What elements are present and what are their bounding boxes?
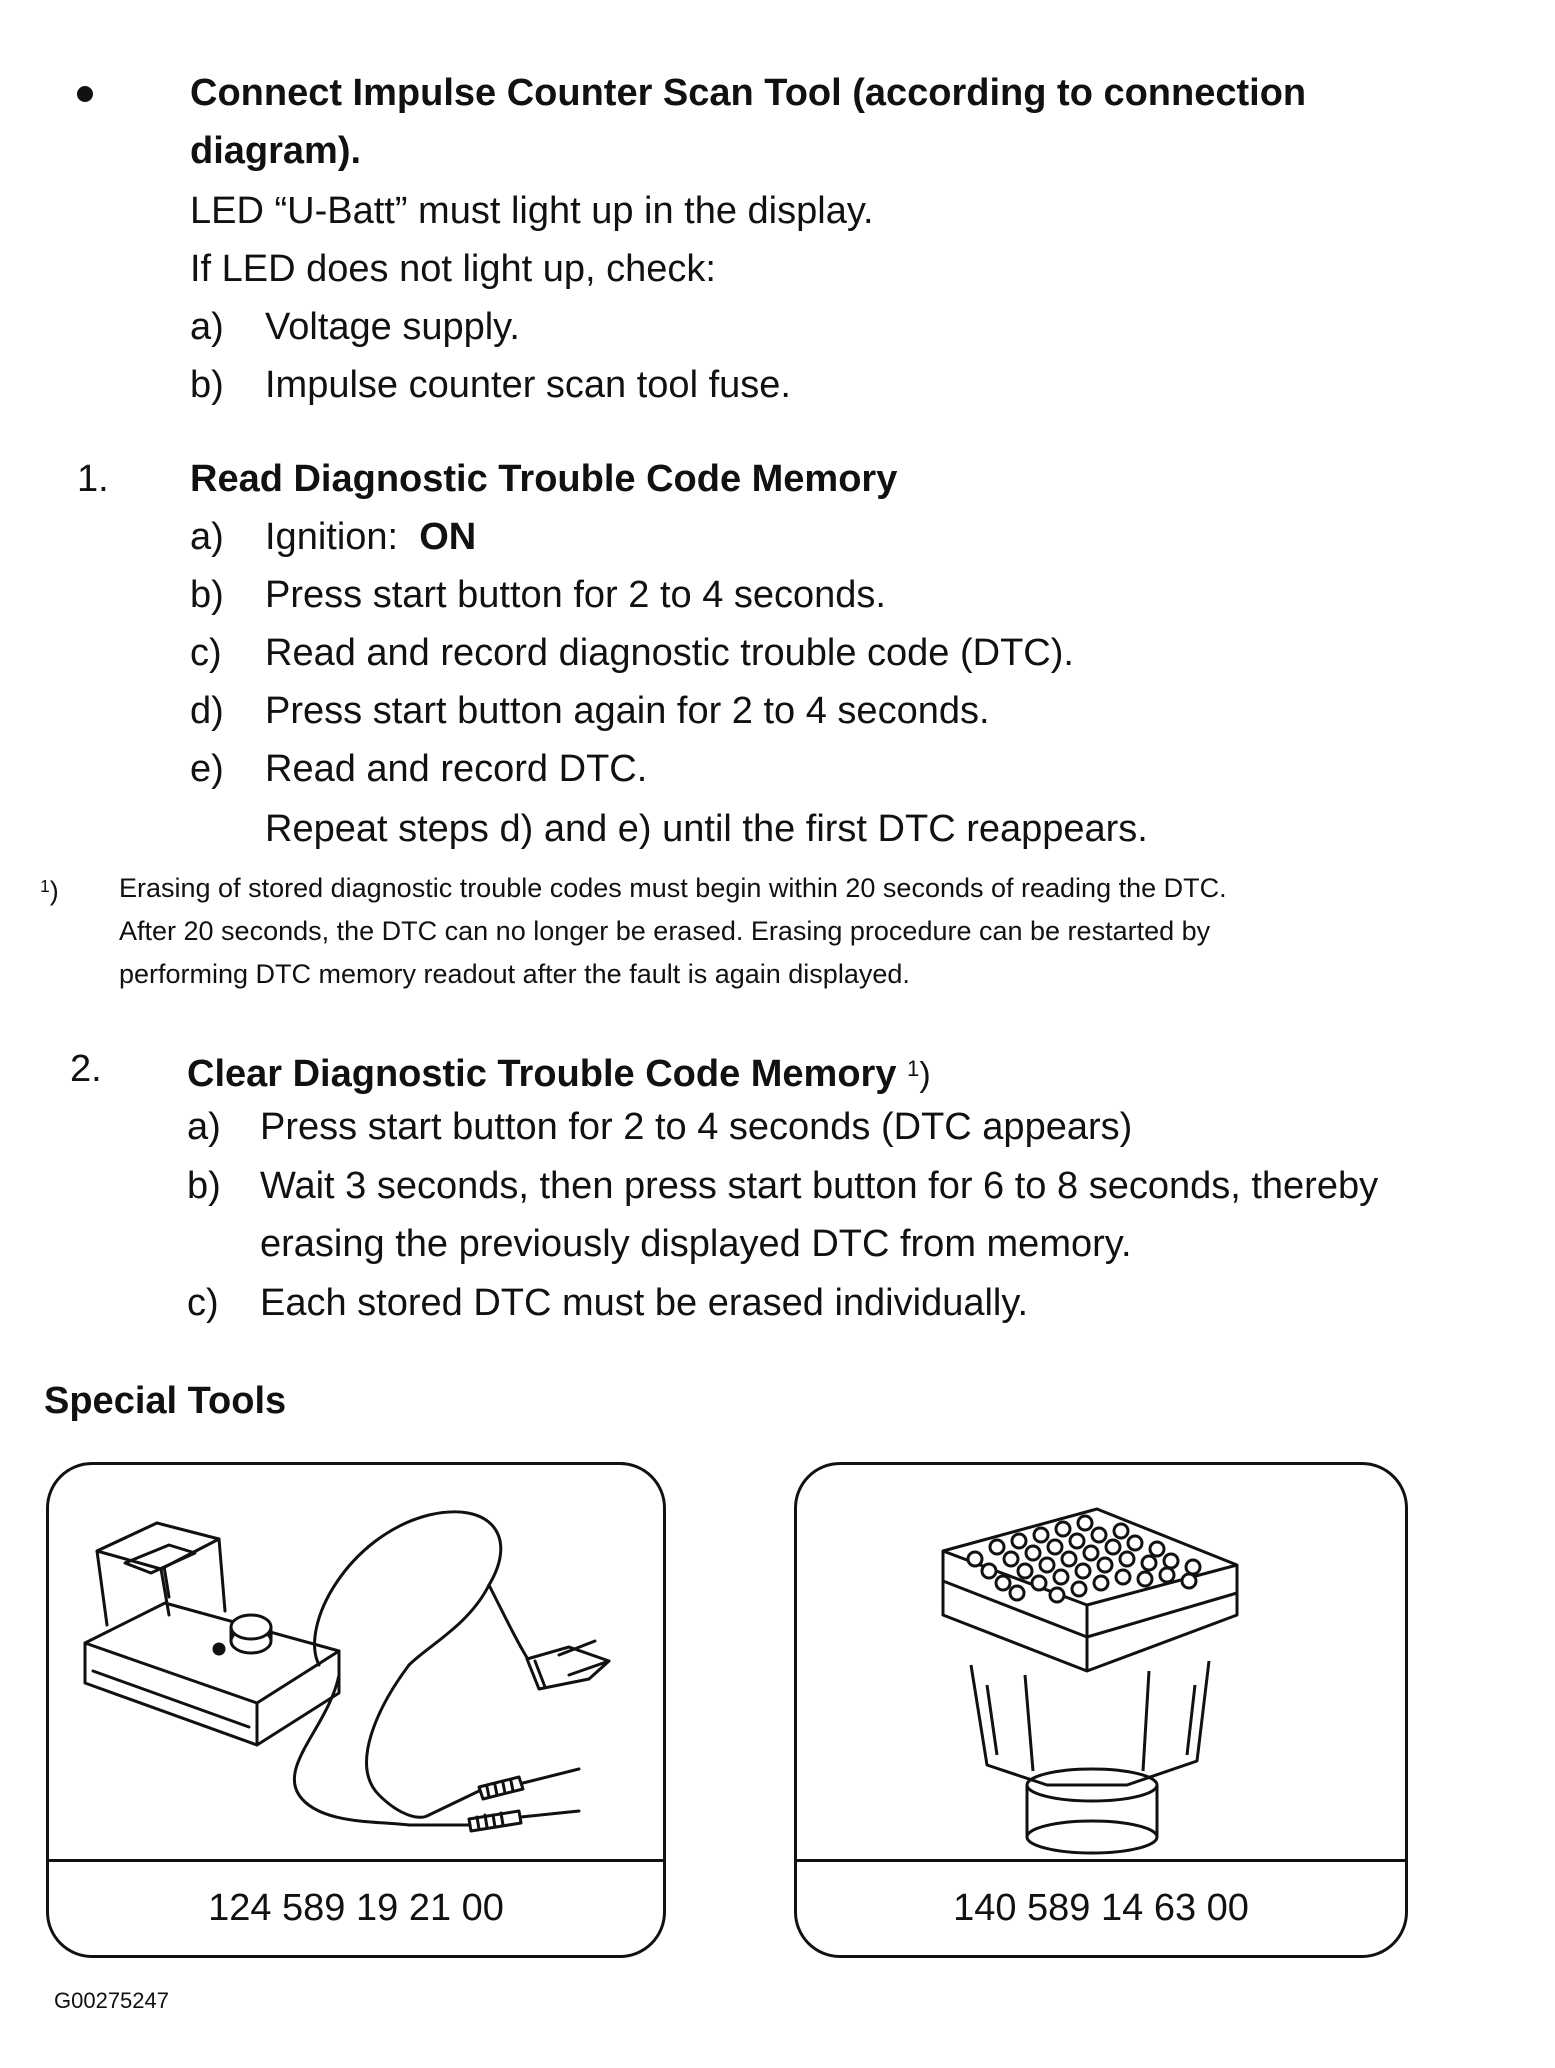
- section1-item-marker: c): [190, 632, 222, 674]
- footnote-marker: [40, 868, 59, 909]
- section1-item-text: Press start button again for 2 to 4 seconds.: [265, 690, 990, 732]
- intro-heading-line2: diagram).: [190, 130, 362, 172]
- section1-item-text: Press start button for 2 to 4 seconds.: [265, 574, 886, 616]
- intro-heading-line1: Connect Impulse Counter Scan Tool (according to connection: [190, 72, 1307, 114]
- tool-frame-impulse-counter: [46, 1462, 666, 1958]
- footnote-line: After 20 seconds, the DTC can no longer be erased. Erasing procedure can be restarted by: [119, 916, 1211, 946]
- section2-item-text: erasing the previously displayed DTC from memory.: [260, 1223, 1132, 1265]
- ignition-label: Ignition:: [265, 516, 399, 558]
- section1-item-marker: d): [190, 690, 224, 732]
- section1-item-marker: a): [190, 516, 224, 558]
- footnote-line: performing DTC memory readout after the fault is again displayed.: [119, 959, 910, 989]
- tool-frame-adapter: [794, 1462, 1408, 1958]
- bullet-icon: [77, 86, 93, 102]
- section1-repeat-line: Repeat steps d) and e) until the first DTC reappears.: [265, 808, 1148, 850]
- tool1-part-number: 124 589 19 21 00: [49, 1859, 663, 1955]
- tool2-part-number: 140 589 14 63 00: [797, 1859, 1405, 1955]
- section1-item-marker: e): [190, 748, 224, 790]
- section2-item-text: Each stored DTC must be erased individually.: [260, 1282, 1029, 1324]
- footnote-paren: ): [49, 875, 59, 906]
- section1-item-a: [265, 514, 476, 560]
- section2-item-text: Wait 3 seconds, then press start button for 6 to 8 seconds, thereby: [260, 1165, 1379, 1207]
- intro-led-line: LED “U-Batt” must light up in the display.: [190, 190, 874, 232]
- footnote-line: Erasing of stored diagnostic trouble codes must begin within 20 seconds of reading the DTC.: [119, 873, 1227, 903]
- section1-item-marker: b): [190, 574, 224, 616]
- section2-item-marker: c): [187, 1282, 219, 1324]
- ignition-value: ON: [419, 516, 477, 558]
- section1-item-text: Read and record diagnostic trouble code (DTC).: [265, 632, 1074, 674]
- figure-id: G00275247: [54, 1988, 169, 2013]
- section2-footnote-ref: $^1$): [907, 1055, 931, 1094]
- section1-number: 1.: [77, 458, 109, 500]
- special-tools-heading: Special Tools: [44, 1380, 287, 1422]
- section1-title: Read Diagnostic Trouble Code Memory: [190, 458, 898, 500]
- impulse-counter-scan-tool-illustration: [49, 1465, 663, 1861]
- section1-item-text: Read and record DTC.: [265, 748, 648, 790]
- footnote-number: 1: [40, 876, 50, 896]
- intro-item-marker: a): [190, 306, 224, 348]
- test-adapter-illustration: [797, 1465, 1405, 1861]
- section2-item-text: Press start button for 2 to 4 seconds (DTC appears): [260, 1106, 1133, 1148]
- intro-check-line: If LED does not light up, check:: [190, 248, 716, 290]
- intro-item-marker: b): [190, 364, 224, 406]
- section2-title-line: [187, 1046, 931, 1098]
- section2-item-marker: a): [187, 1106, 221, 1148]
- section2-number: 2.: [70, 1048, 102, 1090]
- intro-item-text: Impulse counter scan tool fuse.: [265, 364, 791, 406]
- section2-title: Clear Diagnostic Trouble Code Memory: [187, 1052, 897, 1095]
- section2-item-marker: b): [187, 1165, 221, 1207]
- intro-item-text: Voltage supply.: [265, 306, 520, 348]
